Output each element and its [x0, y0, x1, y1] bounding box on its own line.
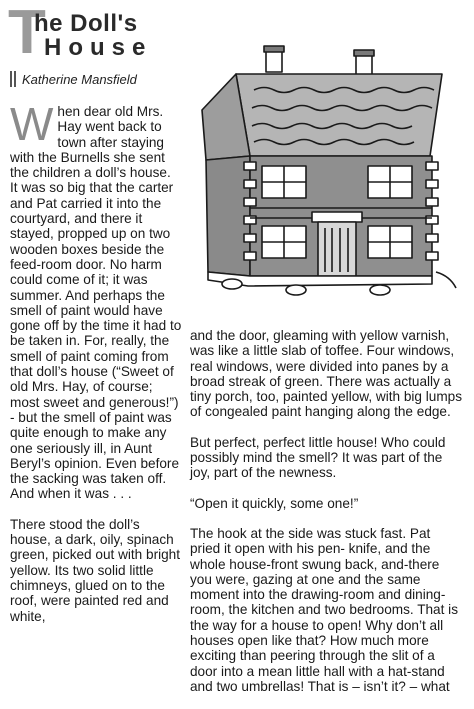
- paragraph-5: “Open it quickly, some one!”: [190, 495, 359, 511]
- paragraph-6: The hook at the side was stuck fast. Pat pried it open with his pen- knife, and the whole house-front swung back, and-there you were, gazing at one and the same moment into the drawing-room and dining-room, the kitchen and two bedrooms. That is the way for a house to open! Why don’t all houses open like that? How much more exciting than peering through the slit of a door into a mean little hall with a hat-stand and two umbrellas! That is – isn’t it? – what: [190, 525, 458, 694]
- paragraph-1-text: hen dear old Mrs. Hay went back to town after staying with the Burnells she sent the children a doll’s house. It was so big that the carter and Pat carried it into the courtyard, and there it stayed, propped up on two wooden boxes beside the feed-room door. No harm could come of it; it was summer. And perhaps the smell of paint would have gone off by the time it had to be taken in. For, really, the smell of paint coming from that doll’s house (“Sweet of old Mrs. Hay, of course; most sweet and generous!”) - but the smell of paint was quite enough to make any one seriously ill, in Aunt Beryl’s opinion. Even before the sacking was taken off. And when it was . . .: [10, 104, 182, 502]
- left-column: [10, 98, 182, 639]
- porch: [312, 212, 362, 222]
- story-title: [8, 0, 188, 67]
- drop-cap: W: [10, 98, 54, 150]
- title-line-1: he Doll's: [34, 10, 138, 37]
- paragraph-3: and the door, gleaming with yellow varnish, was like a little slab of toffee. Four windows, real windows, were divided into panes by a broad streak of green. There was actually a tiny porch, too, painted yellow, with big lumps of congealed paint hanging along the edge.: [190, 328, 463, 420]
- title-line-2: House: [44, 34, 153, 61]
- chimney-right: [356, 54, 372, 76]
- paragraph-1: [10, 98, 182, 502]
- double-bar-icon: [10, 71, 16, 87]
- chimney-left: [266, 50, 282, 72]
- title-first-letter: T: [8, 0, 46, 67]
- right-column: [190, 328, 464, 709]
- dolls-house-illustration: [192, 40, 466, 302]
- author-name: Katherine Mansfield: [22, 71, 137, 87]
- author-byline: [10, 70, 137, 88]
- paragraph-4: But perfect, perfect little house! Who could possibly mind the smell? It was part of the joy, part of the newness.: [190, 434, 446, 481]
- door: [318, 222, 356, 276]
- paragraph-2: There stood the doll’s house, a dark, oily, spinach green, picked out with bright yellow. Its two solid little chimneys, glued on to the roof, were painted red and white,: [10, 516, 181, 624]
